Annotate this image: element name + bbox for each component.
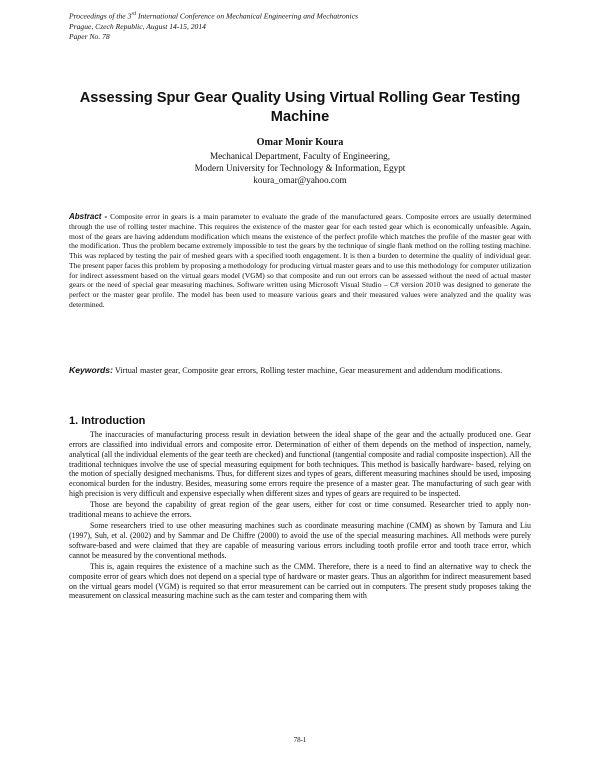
proceedings-header: [69, 9, 358, 42]
body-paragraph: This is, again requires the existence of a machine such as the CMM. Therefore, there is a need to find an alternative way to check the composite error of gears which does not depend on a special type of hardware or master gears. Thus an algorithm for indirect measurement based on the virtual gears model (VGM) is required so that error measurement can be carried out in computers. The present study proposes taking the measurement on classical measuring machine such as the cam tester and comparing them with: [69, 561, 531, 601]
keywords: [69, 365, 531, 377]
header-line-3: Paper No. 78: [69, 31, 110, 41]
section-body: [69, 430, 531, 603]
keywords-text: Virtual master gear, Composite gear errors, Rolling tester machine, Gear measurement and addendum modifications.: [112, 366, 503, 375]
author-affiliation-2: Modern University for Technology & Information, Egypt: [194, 163, 406, 173]
body-paragraph: Those are beyond the capability of great region of the gear users, either for cost or time consumed. Researcher tried to apply non-traditional means to achieve the errors.: [69, 500, 531, 520]
keywords-label: Keywords:: [69, 365, 113, 375]
header-line-2: Prague, Czech Republic, August 14-15, 2014: [69, 21, 206, 31]
author-email: koura_omar@yahoo.com: [253, 175, 347, 185]
author-affiliation-1: Mechanical Department, Faculty of Engineering,: [209, 151, 391, 161]
section-heading: 1. Introduction: [69, 415, 146, 427]
abstract: [69, 212, 531, 310]
paper-title: Assessing Spur Gear Quality Using Virtual Rolling Gear Testing Machine: [79, 90, 521, 125]
abstract-text: Composite error in gears is a main parameter to evaluate the grade of the manufactured gears. Composite errors are usually determined through the use of rolling tester machine. This requires the existence of the master gear for each tested gear which is economically unfeasible. Again, most of the gears are having addendum modification which means the existence of the perfect profile which matches the profile of the master gear with the modification. Thus the problem became extremely impossible to test the gears by the technique of single flank method on the rolling testing machine. This was replaced by testing the pair of meshed gears with a specified tooth engagement. It is then a burden to determine the quality of individual gear. The present paper faces this problem by proposing a methodology for producing virtual master gears and to use this methodology for computer utilization for indirect assessment based on the virtual gears model (VGM) so that composite and run out errors can be assessed without the need of actual master gears or the need of special gear measuring machines. Software written using Microsoft Visual Studio – C# version 2010 was designed to generate the perfect or the master gear profile. The model has been used to measure various gears and their measured values were analyzed and the quality was determined.: [69, 212, 532, 309]
header-line-1: Proceedings of the 3rd International Conference on Mechanical Engineering and Mechatronics: [69, 11, 358, 21]
header-superscript: rd: [131, 11, 137, 17]
abstract-label: Abstract -: [69, 212, 111, 221]
author-name: Omar Monir Koura: [256, 137, 344, 148]
body-paragraph: The inaccuracies of manufacturing process result in deviation between the ideal shape of the gear and the actually produced one. Gear errors are classified into individual errors and composite error. Determination of either of them depends on the method of inspection, namely, analytical (all the individual elements of the gear teeth are checked) and functional (tangential composite and radial composite inspection). All the traditional techniques involve the use of special measuring equipment for both techniques. This method is basically hardware- based, relying on the motion of specially designed mechanisms. Thus, for different sizes and types of gears, different measuring machines should be used, imposing economical burden for the industry. Besides, measuring some errors require the presence of a master gear. The manufacturing of such gear with high precision is very difficult and expensive especially when different sizes and types of gears are required to be inspected.: [69, 430, 531, 499]
page-number: 78-1: [293, 736, 307, 744]
body-paragraph: Some researchers tried to use other measuring machines such as coordinate measuring machine (CMM) as shown by Tamura and Liu (1997), Suh, et al. (2002) and by Sammar and De Chiffre (2000) to avoid the use of the special measuring machines. All methods were purely software-based and were claimed that they are capable of measuring various errors including tooth profile error and tooth trace error, which cannot be measured by the conventional methods.: [69, 521, 531, 560]
author-block: [70, 137, 530, 186]
